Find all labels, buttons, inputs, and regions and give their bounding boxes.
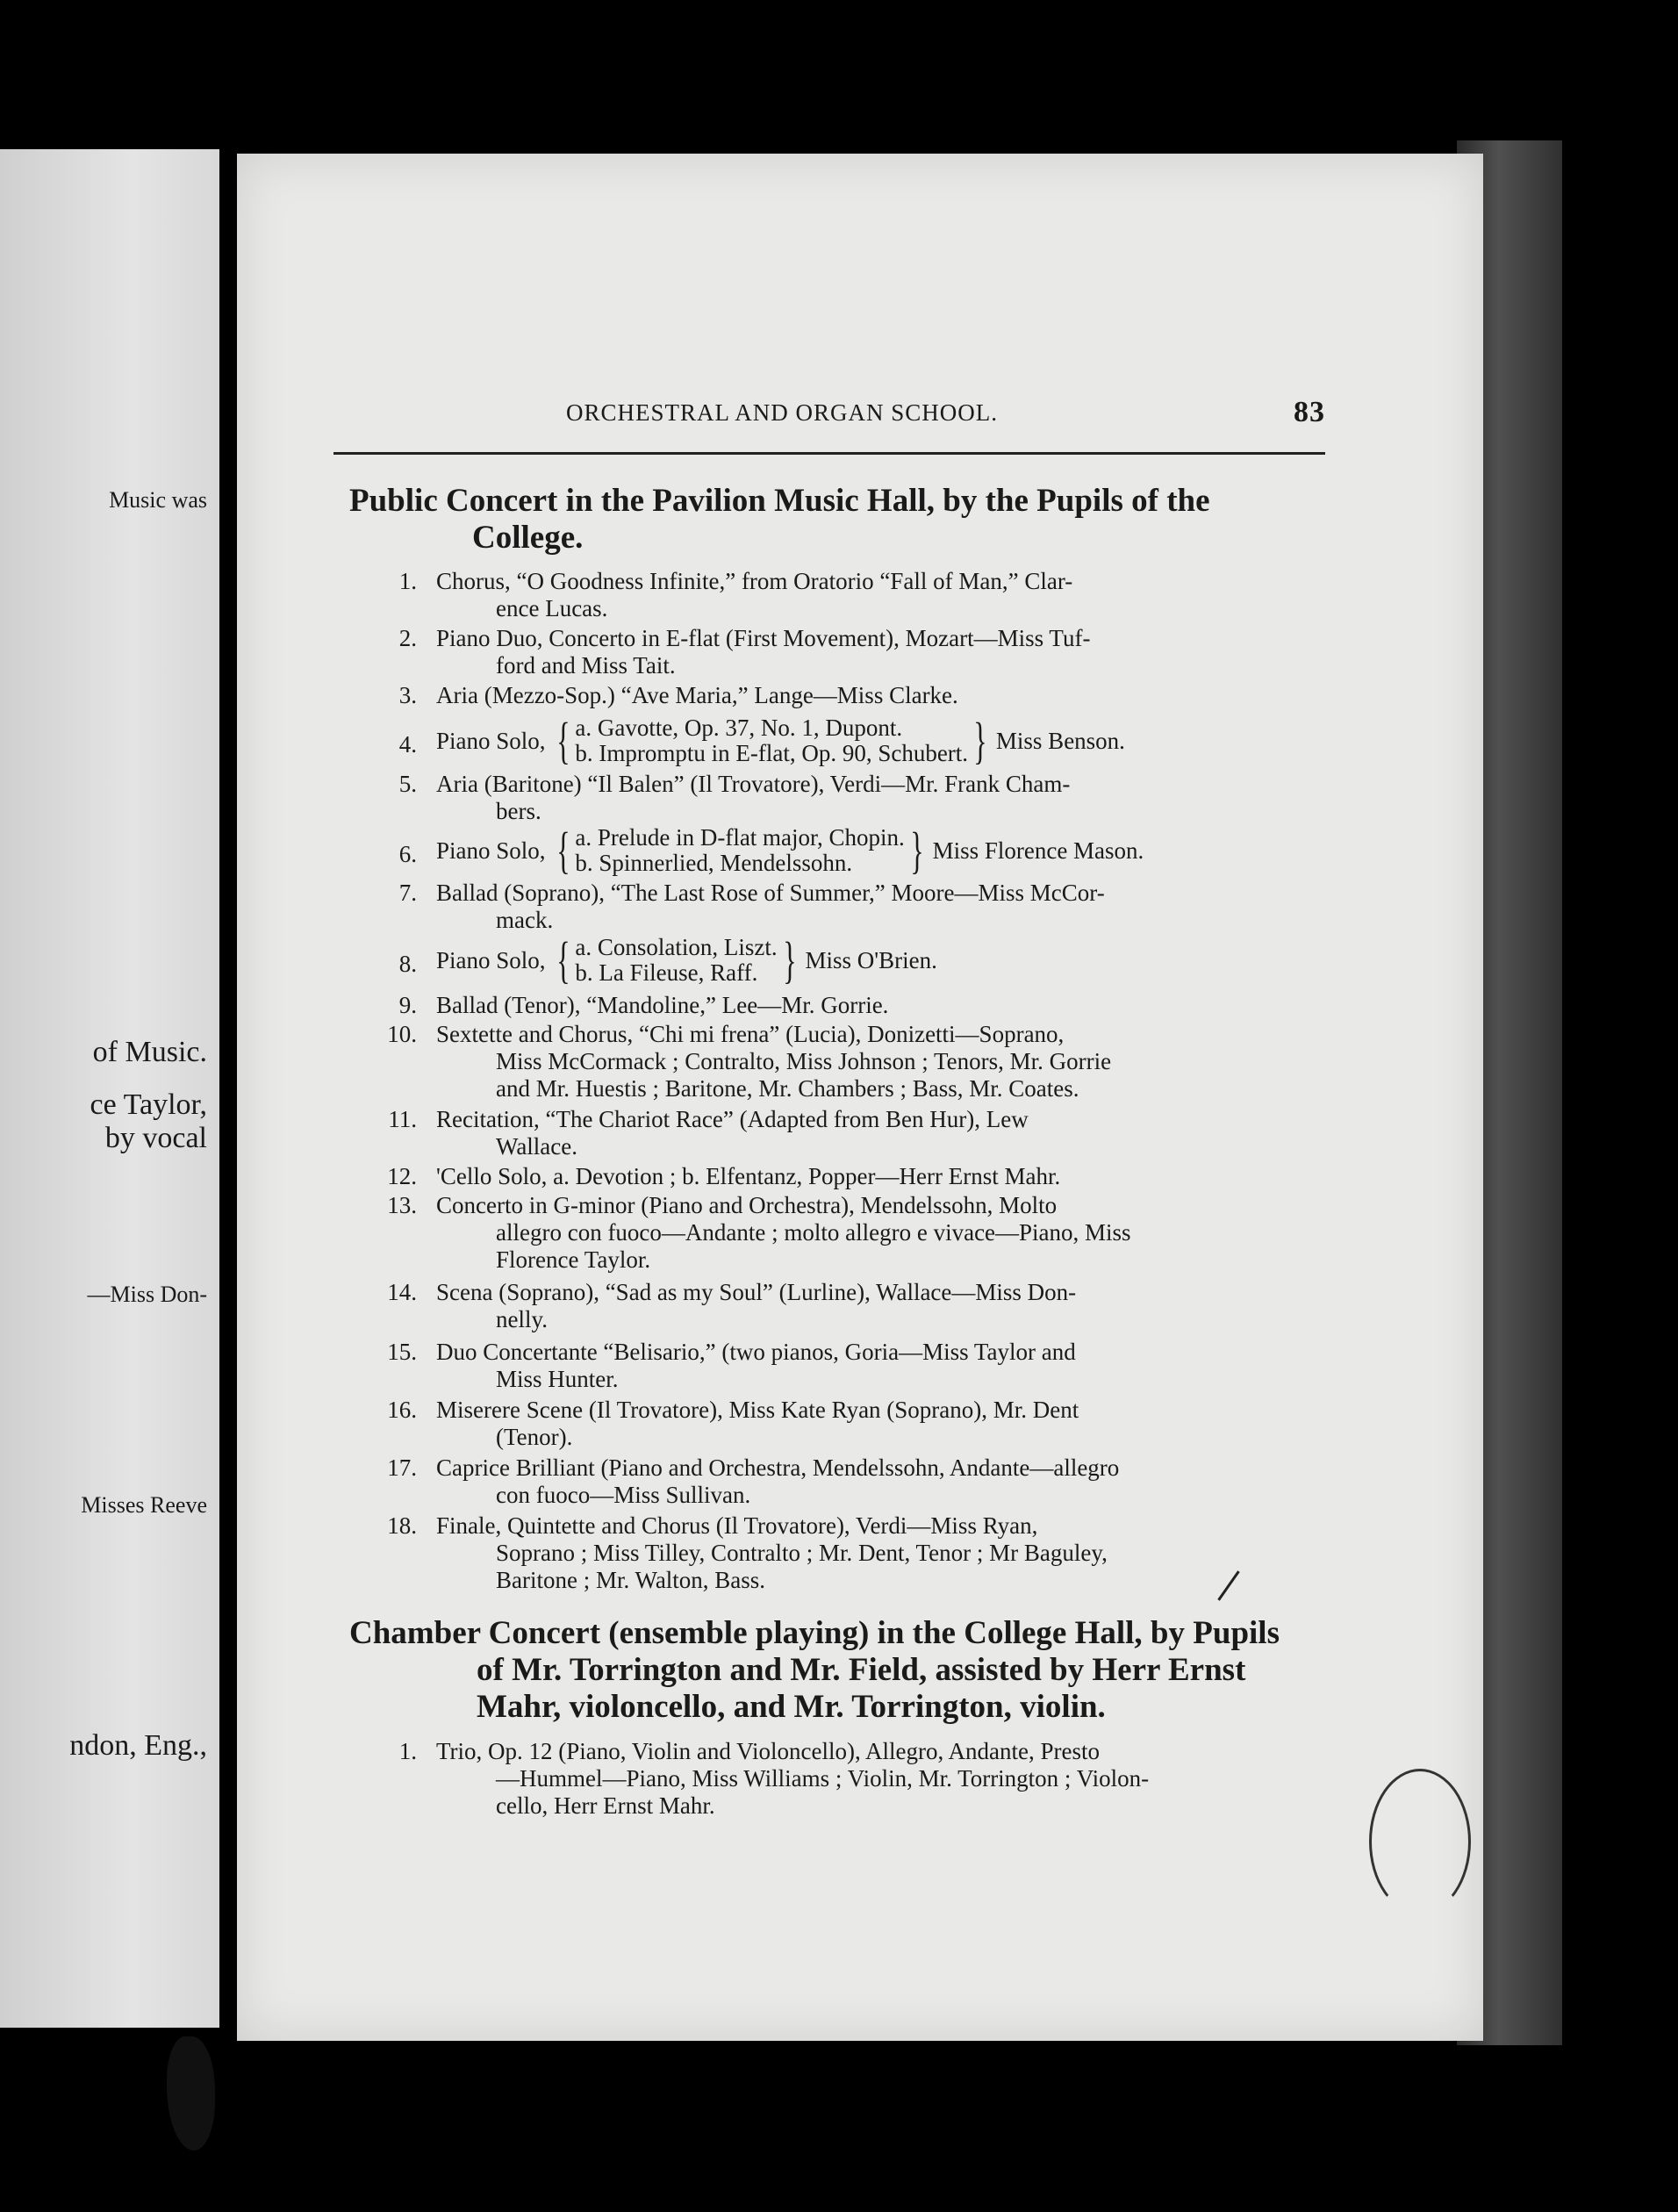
program-item: [355, 1397, 1330, 1451]
item-number: 3.: [398, 682, 417, 708]
item-number: 7.: [398, 880, 417, 906]
item-number: 1.: [398, 1738, 417, 1764]
item-text: a. Consolation, Liszt.: [575, 934, 778, 960]
item-text: Recitation, “The Chariot Race” (Adapted from Ben Hur), Lew: [436, 1106, 1029, 1132]
program-item: [355, 568, 1330, 622]
heading-line: Mahr, violoncello, and Mr. Torrington, violin.: [477, 1689, 1106, 1725]
item-text: nelly.: [496, 1306, 548, 1332]
item-text: Sextette and Chorus, “Chi mi frena” (Lucia), Donizetti—Soprano,: [436, 1021, 1065, 1047]
item-label: Piano Solo,: [436, 946, 546, 973]
program-item: [355, 712, 1330, 769]
item-number: 18.: [387, 1512, 417, 1539]
item-text: Concerto in G-minor (Piano and Orchestra), Mendelssohn, Molto: [436, 1192, 1058, 1218]
item-number: 14.: [387, 1279, 417, 1305]
pencil-circle-mark: [1369, 1769, 1471, 1914]
section-heading-chamber-concert: [349, 1615, 1332, 1726]
program-item: [355, 1512, 1330, 1594]
item-text: Aria (Mezzo-Sop.) “Ave Maria,” Lange—Miss Clarke.: [436, 682, 958, 708]
performer: Miss O'Brien.: [805, 946, 937, 973]
item-number: 4.: [398, 731, 417, 758]
item-text: Ballad (Soprano), “The Last Rose of Summer,” Moore—Miss McCor-: [436, 880, 1105, 906]
item-text: cello, Herr Ernst Mahr.: [496, 1792, 715, 1819]
program-item: [355, 1106, 1330, 1160]
page-number: 83: [1294, 396, 1325, 428]
program-item: [355, 771, 1330, 825]
item-number: 2.: [398, 625, 417, 651]
item-number: 12.: [387, 1163, 417, 1189]
item-text: Miss Hunter.: [496, 1366, 619, 1392]
item-text: b. Spinnerlied, Mendelssohn.: [575, 850, 853, 876]
heading-line: Chamber Concert (ensemble playing) in the College Hall, by Pupils: [349, 1615, 1280, 1651]
item-text: bers.: [496, 798, 541, 824]
item-number: 16.: [387, 1397, 417, 1423]
facing-fragment: of Music.: [92, 1036, 207, 1068]
item-number: 15.: [387, 1339, 417, 1365]
item-text: Baritone ; Mr. Walton, Bass.: [496, 1567, 766, 1593]
facing-page: [0, 149, 219, 2028]
item-label: Piano Solo,: [436, 837, 546, 864]
item-text: b. Impromptu in E-flat, Op. 90, Schubert.: [575, 740, 969, 766]
program-item: [355, 822, 1330, 879]
left-brace-glyph: {: [556, 822, 570, 879]
item-text: Trio, Op. 12 (Piano, Violin and Violoncello), Allegro, Andante, Presto: [436, 1738, 1100, 1764]
left-brace-glyph: {: [556, 931, 570, 988]
item-number: 11.: [388, 1106, 417, 1132]
item-number: 17.: [387, 1454, 417, 1481]
item-text: b. La Fileuse, Raff.: [575, 959, 758, 986]
item-text: Chorus, “O Goodness Infinite,” from Oratorio “Fall of Man,” Clar-: [436, 568, 1073, 594]
right-brace-glyph: }: [973, 712, 987, 769]
item-text: Miserere Scene (Il Trovatore), Miss Kate Ryan (Soprano), Mr. Dent: [436, 1397, 1079, 1423]
item-text: Florence Taylor.: [496, 1246, 651, 1273]
facing-fragment: ce Taylor,: [90, 1088, 207, 1121]
item-text: mack.: [496, 907, 554, 933]
item-number: 10.: [387, 1021, 417, 1047]
item-text: ford and Miss Tait.: [496, 652, 676, 679]
program-item: [355, 625, 1330, 679]
program-item: [355, 880, 1330, 934]
item-number: 5.: [398, 771, 417, 797]
item-text: Caprice Brilliant (Piano and Orchestra, Mendelssohn, Andante—allegro: [436, 1454, 1120, 1481]
program-item: [355, 1454, 1330, 1509]
section-heading-public-concert: [349, 483, 1332, 557]
item-text: allegro con fuoco—Andante ; molto allegro e vivace—Piano, Miss: [496, 1219, 1131, 1246]
program-item: [355, 1021, 1330, 1102]
item-text: Soprano ; Miss Tilley, Contralto ; Mr. Dent, Tenor ; Mr Baguley,: [496, 1540, 1108, 1566]
item-text: Aria (Baritone) “Il Balen” (Il Trovatore), Verdi—Mr. Frank Cham-: [436, 771, 1071, 797]
program-item: [355, 1339, 1330, 1393]
facing-fragment: Misses Reeve: [81, 1492, 207, 1518]
item-text: a. Prelude in D-flat major, Chopin.: [575, 824, 905, 851]
item-text: (Tenor).: [496, 1424, 573, 1450]
program-item: [355, 1279, 1330, 1333]
item-text: 'Cello Solo, a. Devotion ; b. Elfentanz, Popper—Herr Ernst Mahr.: [436, 1163, 1061, 1189]
item-number: 13.: [387, 1192, 417, 1218]
program-item: [355, 1163, 1330, 1190]
item-text: —Hummel—Piano, Miss Williams ; Violin, Mr. Torrington ; Violon-: [496, 1765, 1150, 1792]
heading-line: of Mr. Torrington and Mr. Field, assisted by Herr Ernst: [477, 1652, 1246, 1688]
item-text: Duo Concertante “Belisario,” (two pianos, Goria—Miss Taylor and: [436, 1339, 1076, 1365]
performer: Miss Benson.: [995, 727, 1125, 754]
right-brace-glyph: }: [909, 822, 924, 879]
item-text: a. Gavotte, Op. 37, No. 1, Dupont.: [575, 715, 903, 741]
program-item: [355, 992, 1330, 1019]
item-number: 8.: [398, 951, 417, 977]
item-text: Finale, Quintette and Chorus (Il Trovatore), Verdi—Miss Ryan,: [436, 1512, 1038, 1539]
item-text: Ballad (Tenor), “Mandoline,” Lee—Mr. Gorrie.: [436, 992, 889, 1018]
item-text: Piano Duo, Concerto in E-flat (First Movement), Mozart—Miss Tuf-: [436, 625, 1091, 651]
item-text: Scena (Soprano), “Sad as my Soul” (Lurline), Wallace—Miss Don-: [436, 1279, 1077, 1305]
item-text: and Mr. Huestis ; Baritone, Mr. Chambers ; Bass, Mr. Coates.: [496, 1075, 1079, 1102]
performer: Miss Florence Mason.: [932, 837, 1144, 864]
program-item: [355, 682, 1330, 709]
program-item: [355, 1192, 1330, 1274]
facing-fragment: by vocal: [104, 1122, 207, 1154]
item-number: 9.: [398, 992, 417, 1018]
item-text: Wallace.: [496, 1133, 578, 1160]
item-text: Miss McCormack ; Contralto, Miss Johnson ; Tenors, Mr. Gorrie: [496, 1048, 1112, 1074]
item-text: con fuoco—Miss Sullivan.: [496, 1482, 751, 1508]
right-brace-glyph: }: [782, 931, 797, 988]
running-title: ORCHESTRAL AND ORGAN SCHOOL.: [566, 399, 999, 426]
facing-fragment: —Miss Don-: [87, 1282, 207, 1307]
facing-fragment: ndon, Eng.,: [69, 1729, 207, 1762]
program-item: [355, 931, 1330, 988]
item-text: ence Lucas.: [496, 595, 608, 621]
program-item: [355, 1738, 1330, 1820]
facing-fragment: Music was: [109, 487, 207, 513]
item-number: 6.: [398, 841, 417, 867]
left-brace-glyph: {: [556, 712, 570, 769]
running-header: [333, 396, 1325, 434]
item-number: 1.: [398, 568, 417, 594]
main-page: [237, 154, 1483, 2041]
heading-line: College.: [472, 520, 584, 556]
header-rule: [333, 452, 1325, 455]
heading-line: Public Concert in the Pavilion Music Hall, by the Pupils of the: [349, 483, 1210, 519]
ink-blot: [167, 2036, 215, 2151]
item-label: Piano Solo,: [436, 727, 546, 754]
